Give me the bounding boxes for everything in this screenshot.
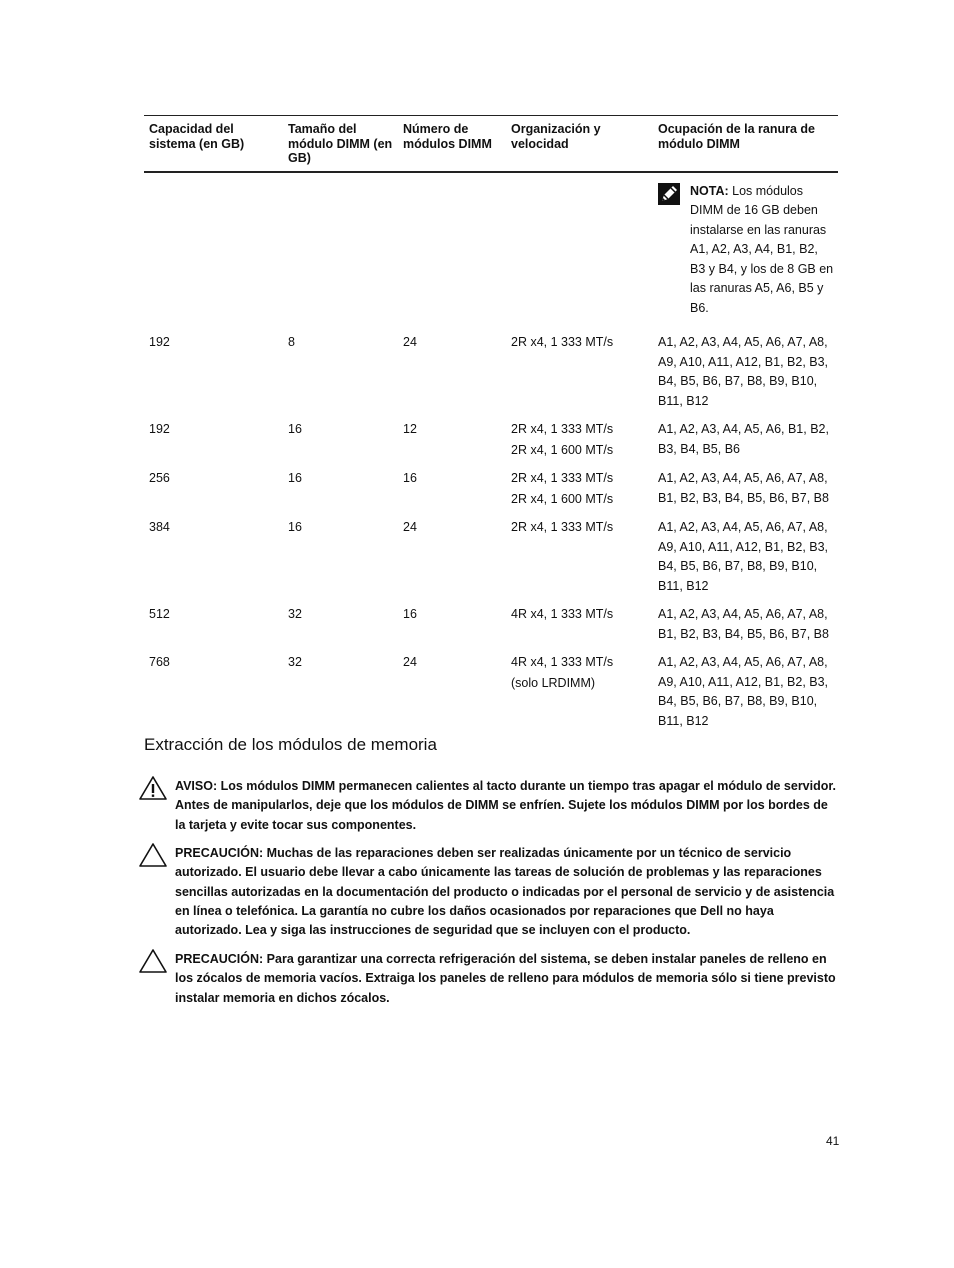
cell-capacity: 768: [149, 655, 170, 669]
cell-capacity: 512: [149, 607, 170, 621]
cell-organization-speed: [506, 464, 653, 513]
note-label: NOTA:: [690, 183, 729, 198]
caution-triangle-icon: [138, 842, 168, 868]
cell-dimm-size: 8: [288, 335, 295, 349]
note-pencil-icon: [658, 183, 680, 205]
table-row: [144, 600, 838, 648]
caution-notice-repairs: [138, 844, 838, 940]
cell-dimm-count: 12: [403, 422, 417, 436]
organization-line: 2R x4, 1 333 MT/s: [511, 422, 614, 436]
warning-notice: [138, 777, 838, 835]
cell-slot-population: A1, A2, A3, A4, A5, A6, A7, A8, B1, B2, B3, B4, B5, B6, B7, B8: [658, 471, 829, 505]
header-dimm-size: Tamaño del módulo DIMM (en GB): [283, 116, 398, 172]
cell-organization-speed: [506, 328, 653, 415]
table-row: [144, 513, 838, 600]
table-row: [144, 648, 838, 735]
cell-slot-population: A1, A2, A3, A4, A5, A6, A7, A8, A9, A10, A11, A12, B1, B2, B3, B4, B5, B6, B7, B8, B9, B10, B11, B12: [658, 655, 829, 728]
cell-organization-speed: [506, 648, 653, 735]
note-box: [658, 182, 834, 319]
organization-line: 4R x4, 1 333 MT/s: [511, 655, 614, 669]
cell-dimm-count: 16: [403, 607, 417, 621]
table-header-row: [144, 116, 838, 172]
cell-dimm-size: 16: [288, 471, 302, 485]
organization-line: 4R x4, 1 333 MT/s: [511, 607, 614, 621]
table-row: [144, 328, 838, 415]
warning-text: AVISO: Los módulos DIMM permanecen calientes al tacto durante un tiempo tras apagar el módulo de servidor. Antes de manipularlos, deje que los módulos de DIMM se enfríen. Sujete los módulos DIMM por los bordes de la tarjeta y evite tocar sus componentes.: [175, 779, 837, 832]
cell-dimm-size: 32: [288, 607, 302, 621]
header-capacity: Capacidad del sistema (en GB): [144, 116, 283, 172]
header-slot-population: Ocupación de la ranura de módulo DIMM: [653, 116, 838, 172]
memory-config-table: [144, 115, 838, 735]
section-title: Extracción de los módulos de memoria: [144, 735, 437, 754]
caution-notice-cooling: [138, 950, 838, 1008]
cell-slot-population: A1, A2, A3, A4, A5, A6, B1, B2, B3, B4, B5, B6: [658, 422, 829, 456]
caution-text-cooling: PRECAUCIÓN: Para garantizar una correcta refrigeración del sistema, se deben instalar paneles de relleno en los zócalos de memoria vacíos. Extraiga los paneles de relleno para módulos de memoria sólo si tiene previsto instalar memoria en dichos zócalos.: [175, 952, 836, 1005]
cell-capacity: 192: [149, 335, 170, 349]
cell-dimm-size: 16: [288, 422, 302, 436]
cell-dimm-size: 32: [288, 655, 302, 669]
cell-dimm-count: 24: [403, 335, 417, 349]
organization-line: 2R x4, 1 600 MT/s: [511, 442, 614, 457]
organization-line: 2R x4, 1 600 MT/s: [511, 491, 614, 506]
table-row: [144, 464, 838, 513]
organization-line: (solo LRDIMM): [511, 675, 596, 690]
note-text: [690, 182, 834, 319]
cell-capacity: 256: [149, 471, 170, 485]
header-dimm-count: Número de módulos DIMM: [398, 116, 506, 172]
cell-slot-population: A1, A2, A3, A4, A5, A6, A7, A8, A9, A10, A11, A12, B1, B2, B3, B4, B5, B6, B7, B8, B9, B10, B11, B12: [658, 520, 829, 593]
organization-line: 2R x4, 1 333 MT/s: [511, 471, 614, 485]
organization-line: 2R x4, 1 333 MT/s: [511, 520, 614, 534]
cell-capacity: 192: [149, 422, 170, 436]
cell-dimm-count: 24: [403, 655, 417, 669]
cell-organization-speed: [506, 415, 653, 464]
note-body: Los módulos DIMM de 16 GB deben instalarse en las ranuras A1, A2, A3, A4, B1, B2, B3 y B4, y los de 8 GB en las ranuras A5, A6, B5 y B6.: [690, 183, 834, 315]
cell-dimm-count: 16: [403, 471, 417, 485]
cell-slot-population: A1, A2, A3, A4, A5, A6, A7, A8, B1, B2, B3, B4, B5, B6, B7, B8: [658, 607, 829, 641]
header-organization-speed: Organización y velocidad: [506, 116, 653, 172]
cell-capacity: 384: [149, 520, 170, 534]
cell-slot-population: A1, A2, A3, A4, A5, A6, A7, A8, A9, A10, A11, A12, B1, B2, B3, B4, B5, B6, B7, B8, B9, B10, B11, B12: [658, 335, 829, 408]
note-row: [144, 172, 838, 329]
caution-triangle-icon: [138, 948, 168, 974]
cell-dimm-count: 24: [403, 520, 417, 534]
caution-text-repairs: PRECAUCIÓN: Muchas de las reparaciones deben ser realizadas únicamente por un técnico de servicio autorizado. El usuario debe llevar a cabo únicamente las tareas de solución de problemas y las reparaciones sencillas autorizadas en la documentación del producto o indicadas por el personal de servicio y de asistencia en línea o telefónica. La garantía no cubre los daños ocasionados por reparaciones que Dell no haya autorizado. Lea y siga las instrucciones de seguridad que se incluyen con el producto.: [175, 846, 835, 938]
note-cell: [653, 172, 838, 329]
cell-dimm-size: 16: [288, 520, 302, 534]
page-number: 41: [826, 1134, 840, 1148]
cell-organization-speed: [506, 600, 653, 648]
cell-organization-speed: [506, 513, 653, 600]
warning-triangle-icon: [138, 775, 168, 801]
table-row: [144, 415, 838, 464]
memory-config-table-wrap: [144, 115, 838, 735]
organization-line: 2R x4, 1 333 MT/s: [511, 335, 614, 349]
